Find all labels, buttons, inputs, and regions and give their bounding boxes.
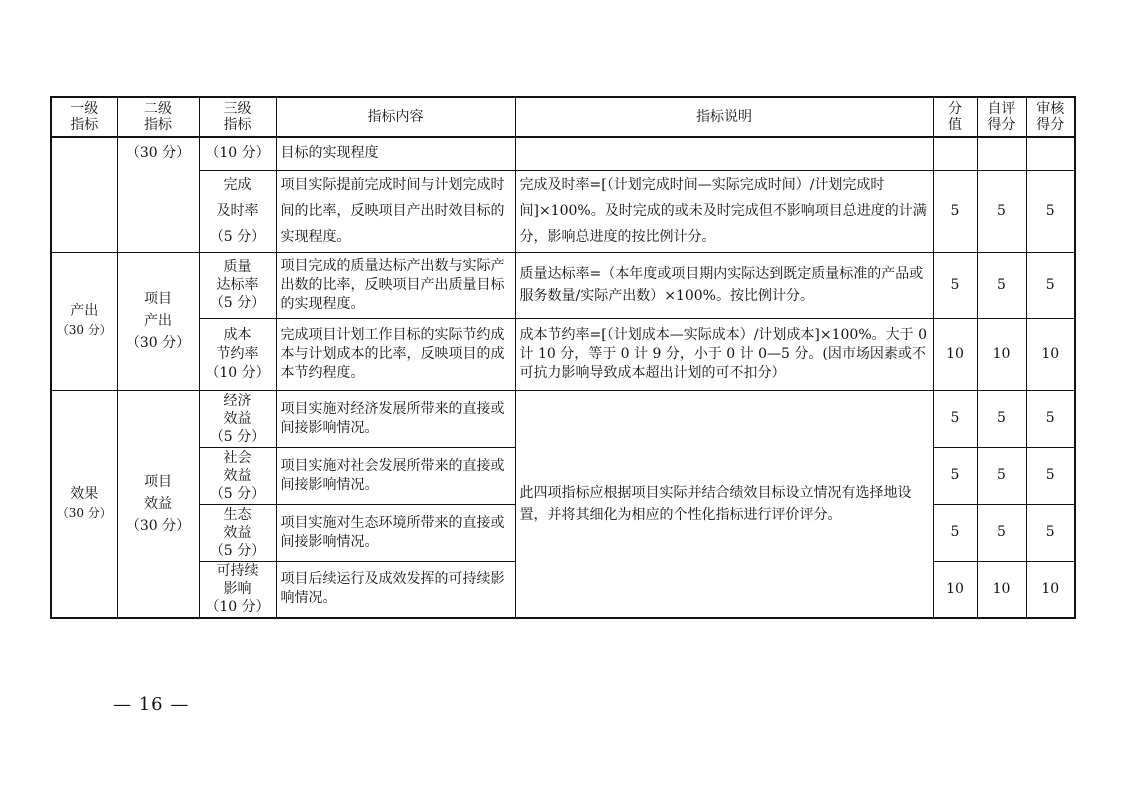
table-row — [51, 170, 1075, 252]
score-cell: 5 — [933, 170, 977, 252]
self-score-cell: 5 — [977, 504, 1026, 561]
score-cell — [933, 137, 977, 170]
description-cell: 此四项指标应根据项目实际并结合绩效目标设立情况有选择地设置，并将其细化为相应的个性化指标进行评价评分。 — [515, 390, 933, 618]
description-cell — [515, 137, 933, 170]
content-cell: 项目实施对生态环境所带来的直接或间接影响情况。 — [276, 504, 515, 561]
level1-cell — [51, 137, 117, 252]
level1-name: 产出 — [70, 303, 99, 319]
level3-cell: 完成 及时率 （5 分） — [199, 170, 276, 252]
header-audit-score: 审核 得分 — [1026, 97, 1075, 137]
content-cell: 项目后续运行及成效发挥的可持续影响情况。 — [276, 561, 515, 618]
self-score-cell: 5 — [977, 447, 1026, 504]
score-cell: 10 — [933, 561, 977, 618]
level3-cell: 成本 节约率 （10 分） — [199, 318, 276, 390]
page-number: — 16 — — [113, 694, 190, 715]
header-score: 分 值 — [933, 97, 977, 137]
self-score-cell — [977, 137, 1026, 170]
level2-cell: 项目 效益 （30 分） — [117, 390, 199, 618]
audit-score-cell: 10 — [1026, 318, 1075, 390]
description-cell: 完成及时率=[（计划完成时间—实际完成时间）/计划完成时间]×100%。及时完成的或未及时完成但不影响项目总进度的计满分，影响总进度的按比例计分。 — [515, 170, 933, 252]
self-score-cell: 10 — [977, 561, 1026, 618]
header-description: 指标说明 — [515, 97, 933, 137]
content-cell: 项目实施对经济发展所带来的直接或间接影响情况。 — [276, 390, 515, 447]
header-content: 指标内容 — [276, 97, 515, 137]
audit-score-cell: 10 — [1026, 561, 1075, 618]
level2-cell: （30 分） — [117, 137, 199, 252]
level3-cell: 社会 效益 （5 分） — [199, 447, 276, 504]
header-level3: 三级 指标 — [199, 97, 276, 137]
header-level2: 二级 指标 — [117, 97, 199, 137]
level3-cell: 经济 效益 （5 分） — [199, 390, 276, 447]
evaluation-table — [50, 96, 1076, 619]
level1-name: 效果 — [70, 485, 99, 502]
level3-cell: 生态 效益 （5 分） — [199, 504, 276, 561]
content-cell: 项目完成的质量达标产出数与实际产出数的比率，反映项目产出质量目标的实现程度。 — [276, 252, 515, 318]
description-cell: 成本节约率=[（计划成本—实际成本）/计划成本]×100%。大于 0 计 10 分，等于 0 计 9 分，小于 0 计 0—5 分。(因市场因素或不可抗力影响导致成本超出计划的可不扣分） — [515, 318, 933, 390]
content-cell: 项目实施对社会发展所带来的直接或间接影响情况。 — [276, 447, 515, 504]
header-row — [51, 97, 1075, 137]
audit-score-cell: 5 — [1026, 447, 1075, 504]
audit-score-cell — [1026, 137, 1075, 170]
score-cell: 5 — [933, 504, 977, 561]
score-cell: 5 — [933, 390, 977, 447]
score-cell: 10 — [933, 318, 977, 390]
self-score-cell: 5 — [977, 170, 1026, 252]
table-row — [51, 390, 1075, 447]
level3-cell: （10 分） — [199, 137, 276, 170]
self-score-cell: 5 — [977, 252, 1026, 318]
content-cell: 完成项目计划工作目标的实际节约成本与计划成本的比率，反映项目的成本节约程度。 — [276, 318, 515, 390]
audit-score-cell: 5 — [1026, 252, 1075, 318]
header-level1: 一级 指标 — [51, 97, 117, 137]
level1-output-cell — [51, 252, 117, 390]
content-cell: 项目实际提前完成时间与计划完成时间的比率，反映项目产出时效目标的实现程度。 — [276, 170, 515, 252]
audit-score-cell: 5 — [1026, 390, 1075, 447]
table-row — [51, 137, 1075, 170]
score-cell: 5 — [933, 447, 977, 504]
level1-effect-cell — [51, 390, 117, 618]
table-row — [51, 252, 1075, 318]
content-cell: 目标的实现程度 — [276, 137, 515, 170]
score-cell: 5 — [933, 252, 977, 318]
description-cell: 质量达标率=（本年度或项目期内实际达到既定质量标准的产品或服务数量/实际产出数）×100%。按比例计分。 — [515, 252, 933, 318]
level1-points: （30 分） — [56, 505, 112, 520]
header-self-score: 自评 得分 — [977, 97, 1026, 137]
table-row — [51, 318, 1075, 390]
self-score-cell: 10 — [977, 318, 1026, 390]
level3-cell: 可持续 影响 （10 分） — [199, 561, 276, 618]
level3-cell: 质量 达标率 （5 分） — [199, 252, 276, 318]
audit-score-cell: 5 — [1026, 170, 1075, 252]
level2-cell: 项目 产出 （30 分） — [117, 252, 199, 390]
level1-points: （30 分） — [56, 323, 112, 337]
self-score-cell: 5 — [977, 390, 1026, 447]
audit-score-cell: 5 — [1026, 504, 1075, 561]
